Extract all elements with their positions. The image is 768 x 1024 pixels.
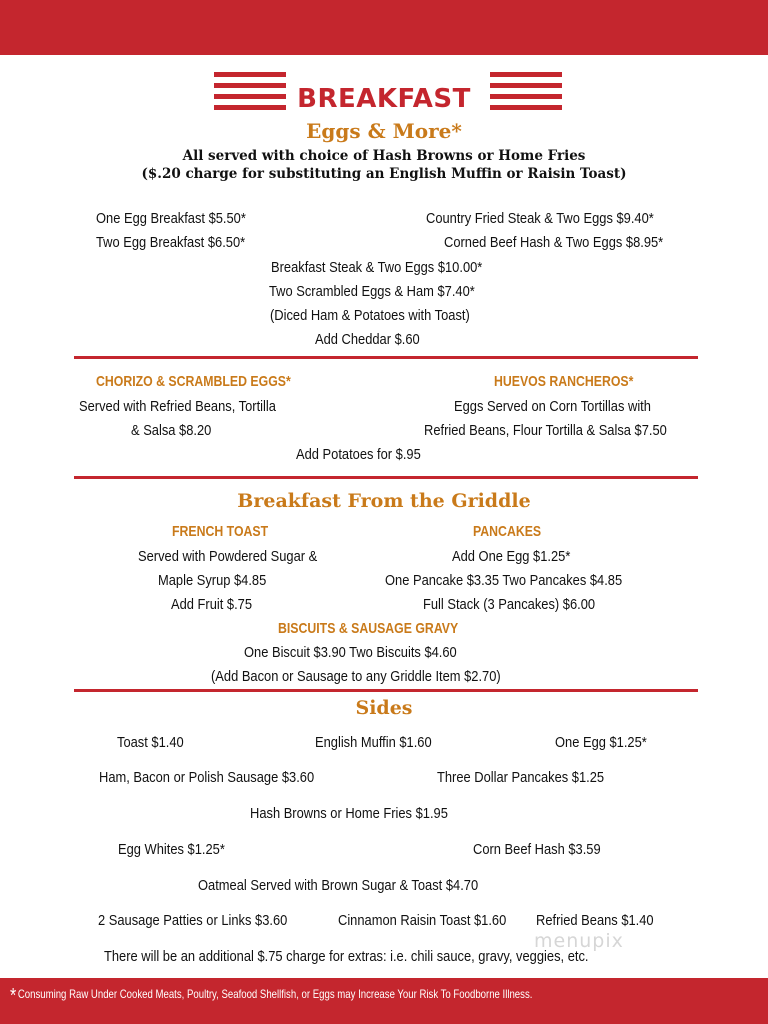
diced-ham-note: (Diced Ham & Potatoes with Toast) (270, 307, 470, 324)
breakfast-steak-eggs: Breakfast Steak & Two Eggs $10.00* (271, 259, 483, 276)
biscuits-title: BISCUITS & SAUSAGE GRAVY (278, 620, 459, 637)
side-hash-browns: Hash Browns or Home Fries $1.95 (250, 805, 448, 822)
side-sausage-patties: 2 Sausage Patties or Links $3.60 (98, 912, 288, 929)
biscuits-line1: One Biscuit $3.90 Two Biscuits $4.60 (244, 644, 457, 661)
asterisk: * (10, 985, 17, 1007)
side-cinnamon-raisin-toast: Cinnamon Raisin Toast $1.60 (338, 912, 507, 929)
one-egg-breakfast: One Egg Breakfast $5.50* (96, 210, 246, 227)
side-oatmeal: Oatmeal Served with Brown Sugar & Toast $4.70 (198, 877, 479, 894)
chorizo-desc-line2: & Salsa $8.20 (131, 422, 212, 439)
huevos-desc-line2: Refried Beans, Flour Tortilla & Salsa $7.50 (424, 422, 667, 439)
chorizo-title: CHORIZO & SCRAMBLED EGGS* (96, 373, 291, 390)
side-one-egg: One Egg $1.25* (555, 734, 647, 751)
scrambled-eggs-ham: Two Scrambled Eggs & Ham $7.40* (269, 283, 475, 300)
side-english-muffin: English Muffin $1.60 (315, 734, 432, 751)
divider (74, 476, 698, 479)
divider (74, 689, 698, 692)
foodborne-illness-warning (10, 984, 532, 1006)
french-toast-line1: Served with Powdered Sugar & (138, 548, 318, 565)
country-fried-steak: Country Fried Steak & Two Eggs $9.40* (426, 210, 654, 227)
side-ham-bacon-sausage: Ham, Bacon or Polish Sausage $3.60 (99, 769, 315, 786)
huevos-title: HUEVOS RANCHEROS* (494, 373, 634, 390)
warning-text: Consuming Raw Under Cooked Meats, Poultry, Seafood Shellfish, or Eggs may Increase Your Risk To Foodborne Illness. (17, 987, 533, 1001)
add-cheddar: Add Cheddar $.60 (315, 331, 420, 348)
french-toast-line3: Add Fruit $.75 (171, 596, 253, 613)
french-toast-line2: Maple Syrup $4.85 (158, 572, 267, 589)
corned-beef-hash-eggs: Corned Beef Hash & Two Eggs $8.95* (444, 234, 664, 251)
sides-section-title: Sides (355, 697, 413, 719)
biscuits-line2: (Add Bacon or Sausage to any Griddle Item $2.70) (211, 668, 501, 685)
side-refried-beans: Refried Beans $1.40 (536, 912, 654, 929)
top-banner (0, 0, 768, 55)
side-three-dollar-pancakes: Three Dollar Pancakes $1.25 (437, 769, 605, 786)
extras-charge-note: There will be an additional $.75 charge for extras: i.e. chili sauce, gravy, veggies, etc. (104, 948, 589, 965)
menu-title: BREAKFAST (297, 84, 471, 114)
side-egg-whites: Egg Whites $1.25* (118, 841, 225, 858)
two-egg-breakfast: Two Egg Breakfast $6.50* (96, 234, 246, 251)
pancakes-line3: Full Stack (3 Pancakes) $6.00 (423, 596, 596, 613)
menupix-watermark: menupix (534, 930, 624, 952)
french-toast-title: FRENCH TOAST (172, 523, 269, 540)
griddle-section-title: Breakfast From the Griddle (237, 490, 531, 512)
eggs-section-title: Eggs & More* (306, 119, 462, 143)
side-toast: Toast $1.40 (117, 734, 184, 751)
side-corn-beef-hash: Corn Beef Hash $3.59 (473, 841, 601, 858)
pancakes-line1: Add One Egg $1.25* (452, 548, 571, 565)
huevos-desc-line1: Eggs Served on Corn Tortillas with (454, 398, 651, 415)
substitution-note: ($.20 charge for substituting an English Muffin or Raisin Toast) (141, 166, 627, 182)
add-potatoes: Add Potatoes for $.95 (296, 446, 421, 463)
chorizo-desc-line1: Served with Refried Beans, Tortilla (79, 398, 276, 415)
hash-browns-note: All served with choice of Hash Browns or Home Fries (182, 148, 586, 164)
divider (74, 356, 698, 359)
pancakes-title: PANCAKES (473, 523, 542, 540)
pancakes-line2: One Pancake $3.35 Two Pancakes $4.85 (385, 572, 623, 589)
